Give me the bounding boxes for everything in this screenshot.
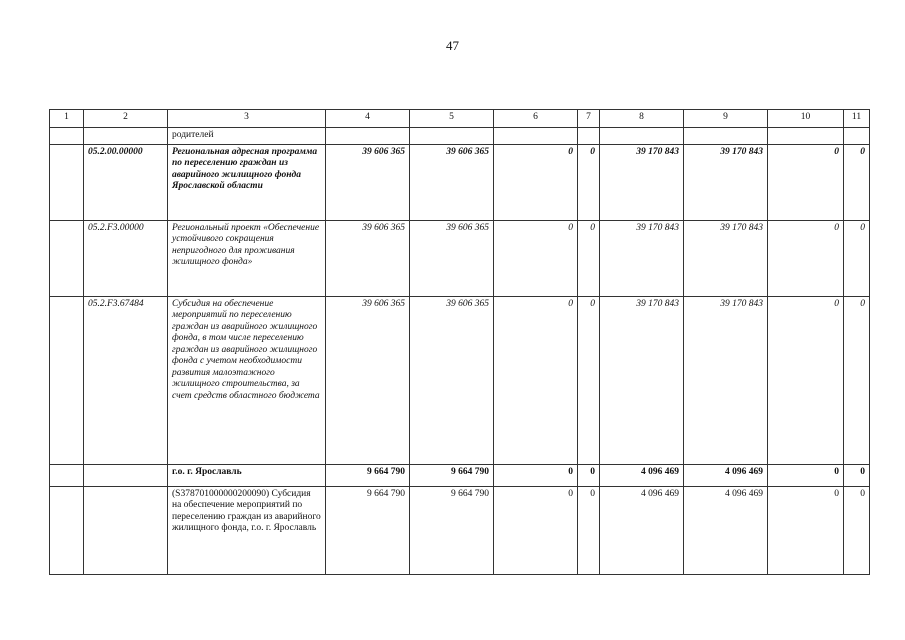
col-1-cell bbox=[50, 464, 84, 486]
col-1-cell bbox=[50, 486, 84, 574]
col-4-cell: 39 606 365 bbox=[326, 220, 410, 296]
col-name-cell: г.о. г. Ярославль bbox=[168, 464, 326, 486]
col-1-cell bbox=[50, 296, 84, 464]
table-row bbox=[50, 220, 870, 296]
table-row bbox=[50, 464, 870, 486]
col-9-cell: 39 170 843 bbox=[684, 220, 768, 296]
header-cell-11: 11 bbox=[844, 110, 870, 128]
col-9-cell: 4 096 469 bbox=[684, 486, 768, 574]
header-cell-9: 9 bbox=[684, 110, 768, 128]
page-number: 47 bbox=[446, 38, 459, 53]
table-row bbox=[50, 296, 870, 464]
col-name-cell: родителей bbox=[168, 128, 326, 145]
col-7-cell: 0 bbox=[578, 464, 600, 486]
col-7-cell: 0 bbox=[578, 144, 600, 220]
col-4-cell: 39 606 365 bbox=[326, 296, 410, 464]
col-11-cell: 0 bbox=[844, 486, 870, 574]
col-9-cell: 4 096 469 bbox=[684, 464, 768, 486]
col-6-cell: 0 bbox=[494, 464, 578, 486]
col-4-cell: 39 606 365 bbox=[326, 144, 410, 220]
col-5-cell: 39 606 365 bbox=[410, 220, 494, 296]
col-name-cell: (S378701000000200090) Субсидия на обеспечение мероприятий по переселению граждан из аварийного жилищного фонда, г.о. г. Ярославль bbox=[168, 486, 326, 574]
col-6-cell bbox=[494, 128, 578, 145]
col-10-cell: 0 bbox=[768, 296, 844, 464]
col-5-cell: 39 606 365 bbox=[410, 296, 494, 464]
header-row bbox=[50, 110, 870, 128]
col-name-cell: Региональная адресная программа по переселению граждан из аварийного жилищного фонда Ярославской области bbox=[168, 144, 326, 220]
header-cell-5: 5 bbox=[410, 110, 494, 128]
col-6-cell: 0 bbox=[494, 486, 578, 574]
col-11-cell: 0 bbox=[844, 464, 870, 486]
col-10-cell: 0 bbox=[768, 464, 844, 486]
table-row bbox=[50, 486, 870, 574]
col-8-cell: 39 170 843 bbox=[600, 144, 684, 220]
table-row bbox=[50, 128, 870, 145]
col-10-cell: 0 bbox=[768, 486, 844, 574]
col-11-cell: 0 bbox=[844, 144, 870, 220]
col-4-cell bbox=[326, 128, 410, 145]
col-name-cell: Региональный проект «Обеспечение устойчивого сокращения непригодного для проживания жилищного фонда» bbox=[168, 220, 326, 296]
col-5-cell bbox=[410, 128, 494, 145]
header-cell-6: 6 bbox=[494, 110, 578, 128]
col-8-cell: 39 170 843 bbox=[600, 296, 684, 464]
col-5-cell: 39 606 365 bbox=[410, 144, 494, 220]
header-cell-7: 7 bbox=[578, 110, 600, 128]
col-11-cell: 0 bbox=[844, 296, 870, 464]
header-cell-4: 4 bbox=[326, 110, 410, 128]
col-code-cell: 05.2.F3.67484 bbox=[84, 296, 168, 464]
col-6-cell: 0 bbox=[494, 296, 578, 464]
col-9-cell: 39 170 843 bbox=[684, 296, 768, 464]
col-code-cell bbox=[84, 128, 168, 145]
col-11-cell bbox=[844, 128, 870, 145]
col-1-cell bbox=[50, 220, 84, 296]
header-cell-1: 1 bbox=[50, 110, 84, 128]
table-row bbox=[50, 144, 870, 220]
col-7-cell bbox=[578, 128, 600, 145]
col-6-cell: 0 bbox=[494, 220, 578, 296]
col-7-cell: 0 bbox=[578, 220, 600, 296]
col-code-cell bbox=[84, 486, 168, 574]
col-8-cell: 4 096 469 bbox=[600, 464, 684, 486]
col-8-cell bbox=[600, 128, 684, 145]
col-code-cell: 05.2.00.00000 bbox=[84, 144, 168, 220]
header-cell-3: 3 bbox=[168, 110, 326, 128]
col-6-cell: 0 bbox=[494, 144, 578, 220]
col-code-cell: 05.2.F3.00000 bbox=[84, 220, 168, 296]
col-4-cell: 9 664 790 bbox=[326, 464, 410, 486]
col-7-cell: 0 bbox=[578, 486, 600, 574]
col-8-cell: 4 096 469 bbox=[600, 486, 684, 574]
header-cell-2: 2 bbox=[84, 110, 168, 128]
col-10-cell: 0 bbox=[768, 220, 844, 296]
col-code-cell bbox=[84, 464, 168, 486]
col-11-cell: 0 bbox=[844, 220, 870, 296]
col-5-cell: 9 664 790 bbox=[410, 464, 494, 486]
col-1-cell bbox=[50, 128, 84, 145]
col-8-cell: 39 170 843 bbox=[600, 220, 684, 296]
budget-table bbox=[49, 109, 870, 575]
col-9-cell bbox=[684, 128, 768, 145]
header-cell-10: 10 bbox=[768, 110, 844, 128]
col-1-cell bbox=[50, 144, 84, 220]
header-cell-8: 8 bbox=[600, 110, 684, 128]
col-10-cell bbox=[768, 128, 844, 145]
col-5-cell: 9 664 790 bbox=[410, 486, 494, 574]
col-10-cell: 0 bbox=[768, 144, 844, 220]
col-4-cell: 9 664 790 bbox=[326, 486, 410, 574]
col-name-cell: Субсидия на обеспечение мероприятий по переселению граждан из аварийного жилищного фонда, в том числе переселению граждан из аварийного жилищного фонда с учетом необходимости развития малоэтажного жилищного строительства, за счет средств областного бюджета bbox=[168, 296, 326, 464]
col-7-cell: 0 bbox=[578, 296, 600, 464]
col-9-cell: 39 170 843 bbox=[684, 144, 768, 220]
